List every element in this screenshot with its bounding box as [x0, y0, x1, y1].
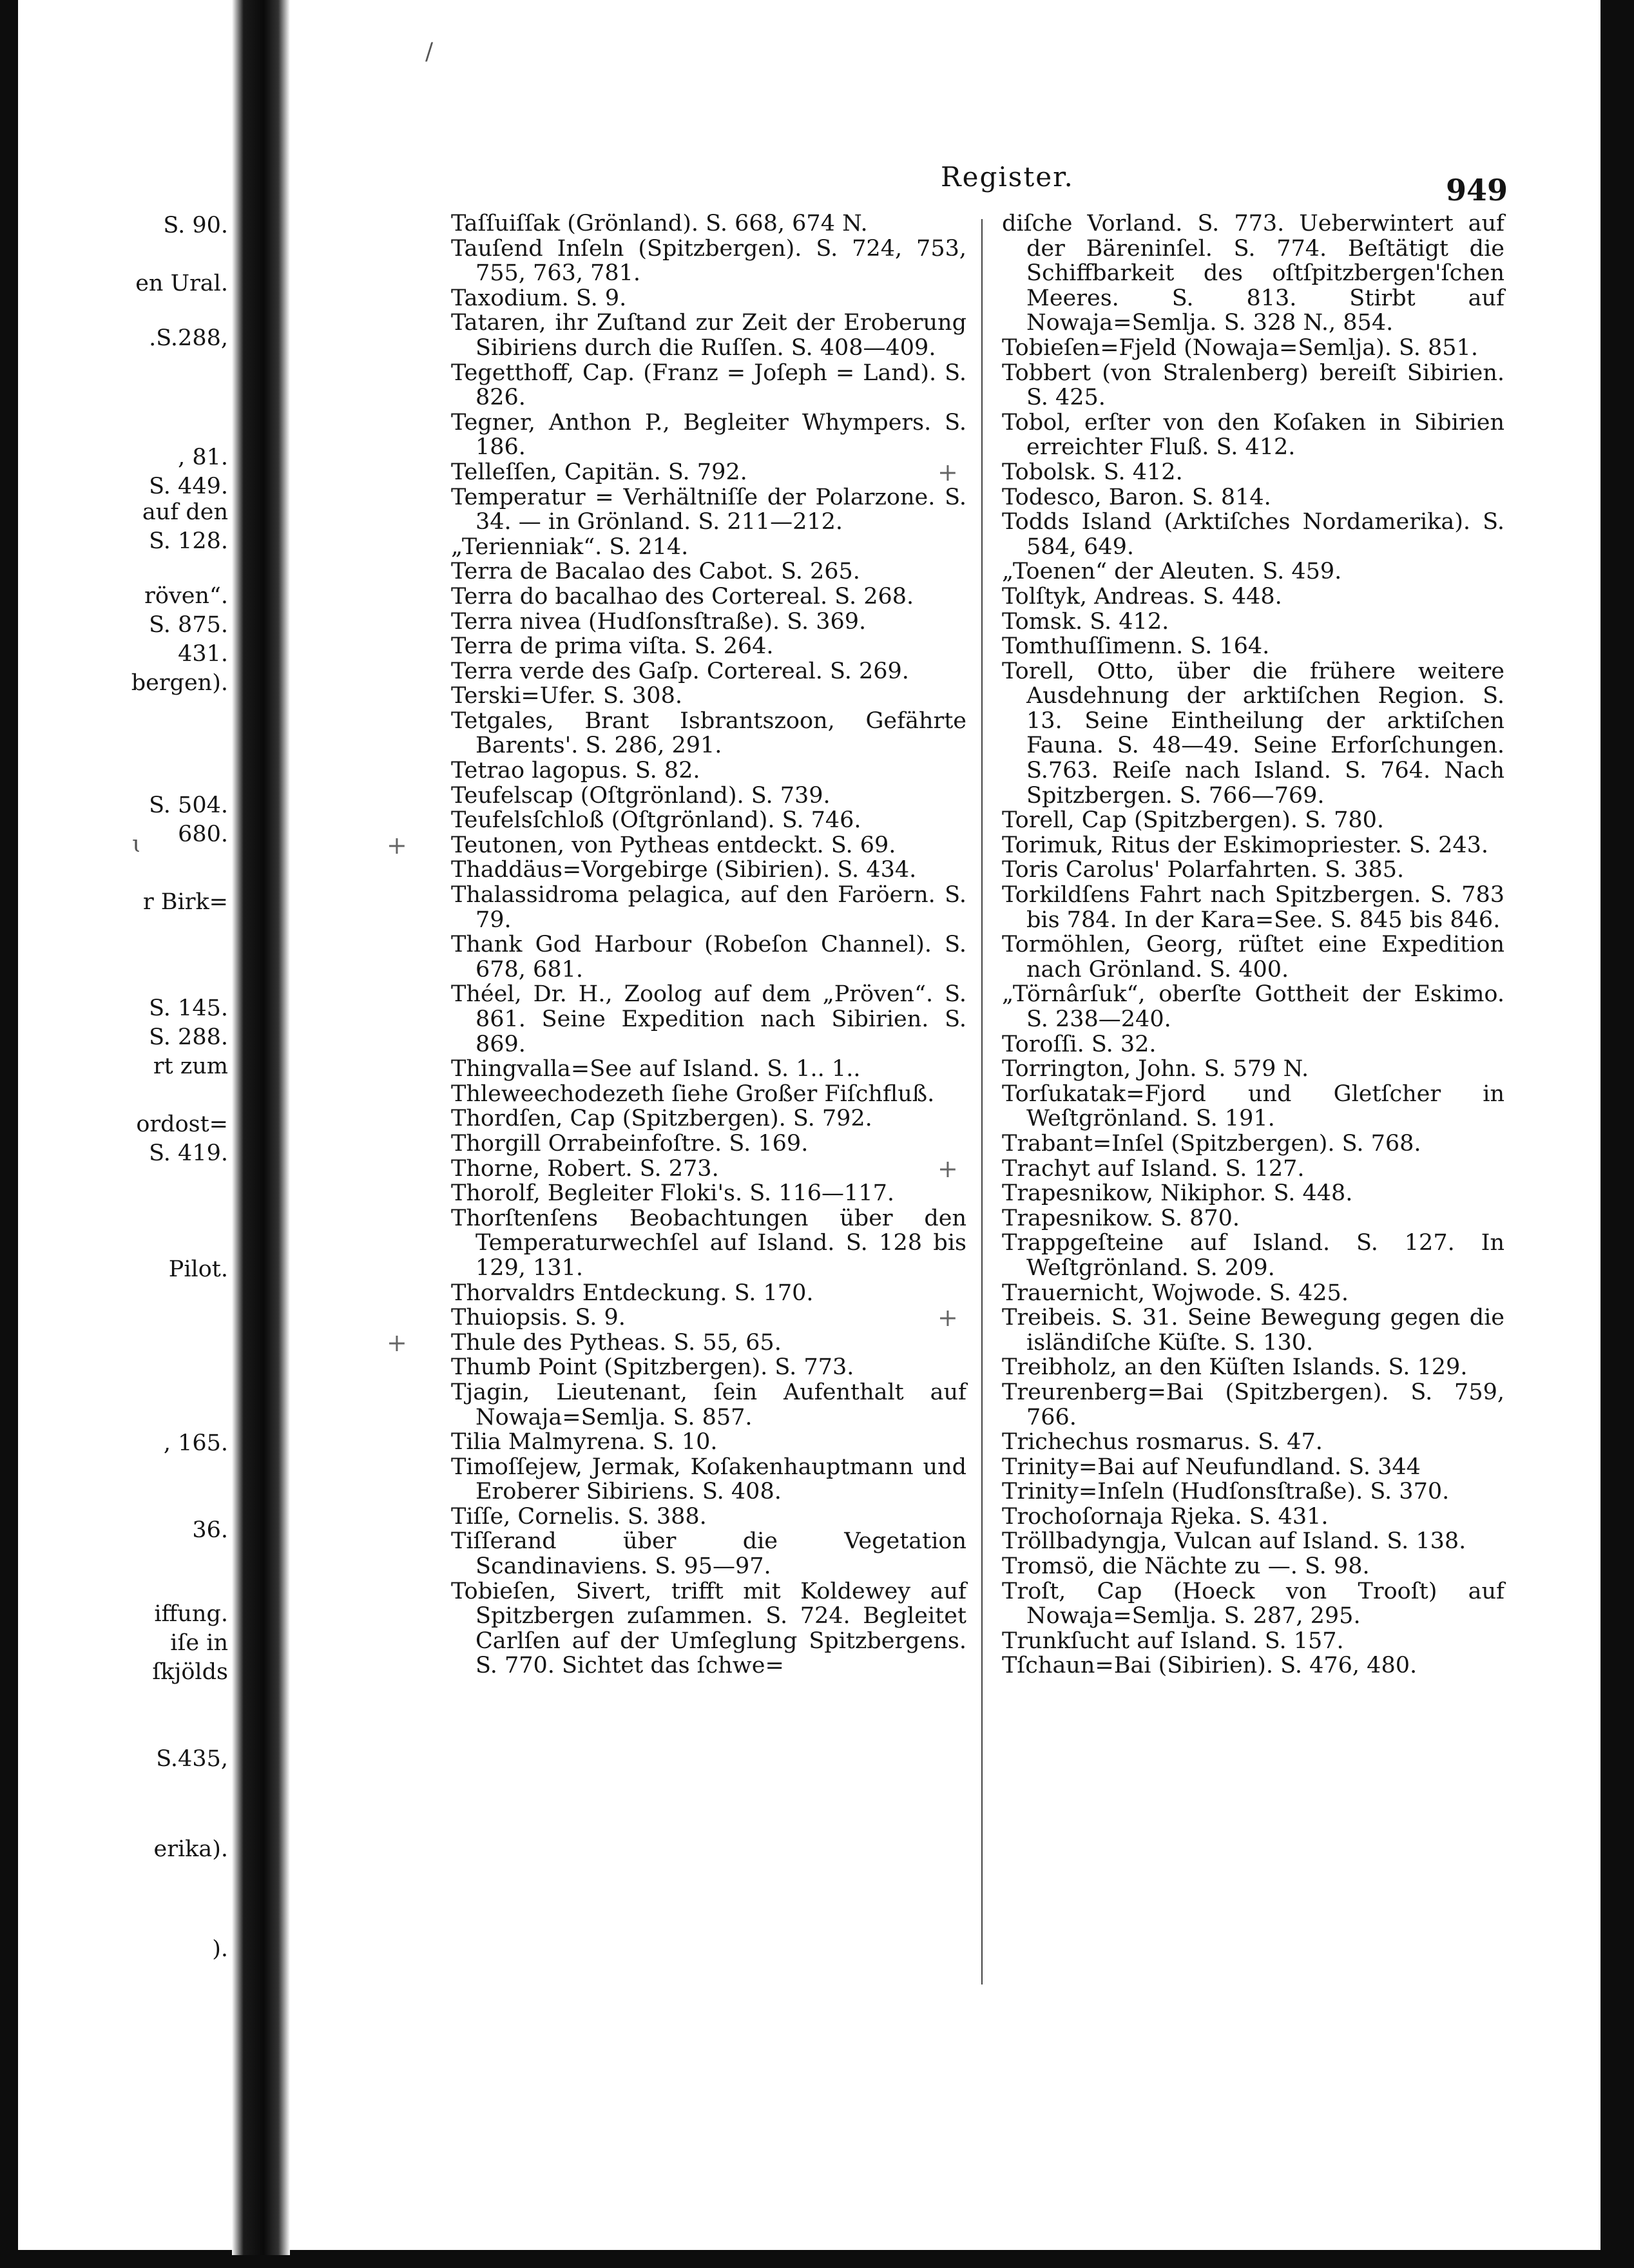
index-entry: Temperatur = Verhältniſſe der Polarzone. S. 34. — in Grönland. S. 211—212. [451, 484, 966, 535]
line-fragment: .S.288, [149, 325, 228, 351]
previous-page-line-end [18, 325, 232, 351]
index-entry: Todesco, Baron. S. 814. [1002, 484, 1271, 510]
line-fragment: S. 419. [149, 1140, 228, 1166]
line-fragment: en Ural. [135, 271, 228, 296]
scan-border-left [0, 0, 18, 2268]
index-entry: Torrington, John. S. 579 N. [1002, 1056, 1309, 1082]
index-entry: Torkildſens Fahrt nach Spitzbergen. S. 783 bis 784. In der Kara=See. S. 845 bis 846. [1002, 882, 1504, 933]
index-entry: Tegner, Anthon P., Begleiter Whympers. S. 186. [451, 409, 966, 461]
previous-page-line-end [18, 1659, 232, 1685]
index-entry: Trinity=Bai auf Neufundland. S. 344 [1002, 1454, 1421, 1480]
index-entry: Terra de prima viſta. S. 264. [451, 633, 774, 660]
index-entry: + Treibeis. S. 31. Seine Bewegung gegen die isländiſche Küſte. S. 130. [1002, 1305, 1504, 1355]
previous-page-line-end [18, 1936, 232, 1962]
previous-page-line-end [18, 474, 232, 499]
line-fragment: S. 145. [149, 995, 228, 1021]
index-entry: Torimuk, Ritus der Eskimopriester. S. 243. [1002, 832, 1489, 858]
index-entry: + Teutonen, von Pytheas entdeckt. S. 69. [451, 833, 966, 858]
index-entry: Treurenberg=Bai (Spitzbergen). S. 759, 766. [1002, 1379, 1504, 1430]
line-fragment: S. 875. [149, 612, 228, 638]
index-entry: Thuiopsis. S. 9. [451, 1305, 626, 1331]
index-entry: Terra verde des Gaſp. Cortereal. S. 269. [451, 658, 909, 684]
index-entry: Taxodium. S. 9. [451, 285, 627, 311]
index-entry: Taſſuiſſak (Grönland). S. 668, 674 N. [451, 211, 868, 236]
index-entry: Tetrao lagopus. S. 82. [451, 758, 700, 784]
previous-page-line-end [18, 1601, 232, 1627]
index-entry: Tobieſen=Fjeld (Nowaja=Semlja). S. 851. [1002, 334, 1478, 361]
index-entry: Tromsö, die Nächte zu —. S. 98. [1002, 1553, 1370, 1580]
index-entry: + Tobolsk. S. 412. [1002, 460, 1504, 485]
previous-page-line-end [18, 1256, 232, 1282]
previous-page-line-end [18, 499, 232, 525]
previous-page-line-end [18, 1430, 232, 1456]
index-entry: Trapesnikow. S. 870. [1002, 1205, 1240, 1231]
margin-pencil-mark: ɩ [132, 831, 142, 858]
previous-page-fragment [18, 0, 232, 2250]
index-entry: Timoſſejew, Jermak, Koſakenhauptmann und Eroberer Sibiriens. S. 408. [451, 1454, 966, 1505]
previous-page-line-end [18, 612, 232, 638]
index-entry: Tiſſe, Cornelis. S. 388. [451, 1503, 707, 1530]
index-entry: Trabant=Inſel (Spitzbergen). S. 768. [1002, 1130, 1421, 1157]
index-entry: Torſukatak=Fjord und Gletſcher in Weſtgrönland. S. 191. [1002, 1081, 1504, 1132]
index-entry: Tjagin, Lieutenant, ſein Aufenthalt auf Nowaja=Semlja. S. 857. [451, 1379, 966, 1430]
scan-border-right [1600, 0, 1634, 2268]
line-fragment: bergen). [131, 670, 228, 696]
index-entry: Tomsk. S. 412. [1002, 608, 1169, 635]
line-fragment: auf den [142, 499, 228, 525]
line-fragment: S. 90. [163, 213, 228, 238]
page-number: 949 [1445, 173, 1508, 207]
index-entry: Treibholz, an den Küſten Islands. S. 129. [1002, 1354, 1468, 1381]
index-entry: Trichechus rosmarus. S. 47. [1002, 1429, 1323, 1456]
previous-page-line-end [18, 889, 232, 915]
line-fragment: röven“. [144, 583, 228, 609]
page-header [644, 161, 1508, 206]
index-entry: Telleſſen, Capitän. S. 792. [451, 459, 747, 485]
index-entry: Teufelsſchloß (Oſtgrönland). S. 746. [451, 807, 861, 834]
index-entry: Tſchaun=Bai (Sibirien). S. 476, 480. [1002, 1653, 1418, 1679]
index-entry: Trauernicht, Wojwode. S. 425. [1002, 1280, 1349, 1306]
running-head: Register. [941, 161, 1074, 193]
index-entry: Théel, Dr. H., Zoolog auf dem „Pröven“. S. 861. Seine Expedition nach Sibirien. S. 869. [451, 981, 966, 1057]
index-entry: Terski=Ufer. S. 308. [451, 683, 682, 709]
index-entry: + Thule des Pytheas. S. 55, 65. [451, 1331, 966, 1356]
index-entry: diſche Vorland. S. 773. Ueberwintert auf der Bäreninſel. S. 774. Beſtätigt die Schiffbarkeit des oſtſpitzbergen'ſchen Meeres. S. 813. Stirbt auf Nowaja=Semlja. S. 328 N., 854. [1002, 211, 1504, 336]
line-fragment: ). [212, 1936, 228, 1962]
index-entry: Trapesnikow, Nikiphor. S. 448. [1002, 1180, 1353, 1207]
previous-page-line-end [18, 271, 232, 296]
line-fragment: Pilot. [168, 1256, 228, 1282]
index-entry: Thank God Harbour (Robeſon Channel). S. 678, 681. [451, 932, 966, 983]
previous-page-line-end [18, 583, 232, 609]
index-entry: Tetgales, Brant Isbrantszoon, Gefährte Barents'. S. 286, 291. [451, 707, 966, 759]
index-entry: Trochoſornaja Rjeka. S. 431. [1002, 1503, 1329, 1530]
line-fragment: r Birk= [142, 889, 228, 915]
index-entry: Thorvaldrs Entdeckung. S. 170. [451, 1280, 814, 1306]
previous-page-line-end [18, 1140, 232, 1166]
previous-page-line-end [18, 1053, 232, 1079]
index-entry: Thordſen, Cap (Spitzbergen). S. 792. [451, 1106, 872, 1132]
margin-pencil-mark: / [425, 39, 434, 65]
index-entry: „Törnârſuk“, oberſte Gottheit der Eskimo. S. 238—240. [1002, 981, 1504, 1032]
index-entry: Thaddäus=Vorgebirge (Sibirien). S. 434. [451, 857, 917, 883]
previous-page-line-end [18, 793, 232, 818]
index-entry: Thumb Point (Spitzbergen). S. 773. [451, 1354, 854, 1381]
index-entry: Teufelscap (Oſtgrönland). S. 739. [451, 782, 831, 809]
previous-page-line-end [18, 1630, 232, 1656]
previous-page-line-end [18, 1517, 232, 1543]
previous-page-line-end [18, 1111, 232, 1137]
index-entry: Tröllbadyngja, Vulcan auf Island. S. 138. [1002, 1528, 1466, 1555]
previous-page-line-end [18, 670, 232, 696]
index-entry: Thalassidroma pelagica, auf den Faröern. S. 79. [451, 882, 966, 933]
index-entry: Terra de Bacalao des Cabot. S. 265. [451, 559, 860, 585]
previous-page-line-end [18, 1746, 232, 1772]
index-entry: Trinity=Inſeln (Hudſonsſtraße). S. 370. [1002, 1479, 1450, 1505]
index-entry: Troſt, Cap (Hoeck von Trooſt) auf Nowaja=Semlja. S. 287, 295. [1002, 1578, 1504, 1629]
line-fragment: , 81. [178, 445, 228, 470]
previous-page-line-end [18, 1024, 232, 1050]
line-fragment: S.435, [156, 1746, 228, 1772]
index-entry: Toris Carolus' Polarfahrten. S. 385. [1002, 857, 1405, 883]
line-fragment: S. 504. [149, 793, 228, 818]
index-entry: Tolſtyk, Andreas. S. 448. [1002, 583, 1282, 610]
previous-page-line-end [18, 995, 232, 1021]
index-entry: Trappgeſteine auf Island. S. 127. In Weſtgrönland. S. 209. [1002, 1230, 1504, 1281]
index-entry: „Terienniak“. S. 214. [451, 533, 689, 560]
index-entry: Thorne, Robert. S. 273. [451, 1155, 719, 1182]
index-entry: Tobieſen, Sivert, trifft mit Koldewey auf Spitzbergen zuſammen. S. 724. Begleitet Carlſen auf der Umſeglung Spitzbergens. S. 770. Sichtet das ſchwe= [451, 1578, 966, 1679]
line-fragment: rt zum [153, 1053, 228, 1079]
previous-page-line-end [18, 1836, 232, 1862]
index-entry: Tobol, erſter von den Koſaken in Sibirien erreichter Fluß. S. 412. [1002, 409, 1504, 461]
line-fragment: , 165. [163, 1430, 228, 1456]
index-entry: Torell, Otto, über die frühere weitere Ausdehnung der arktiſchen Region. S. 13. Seine Eintheilung der arktiſchen Fauna. S. 48—49. Seine Erforſchungen. S.763. Reiſe nach Island. S. 764. Nach Spitzbergen. S. 766—769. [1002, 658, 1504, 809]
previous-page-line-end [18, 213, 232, 238]
index-entry: Thorolf, Begleiter Floki's. S. 116—117. [451, 1180, 894, 1207]
index-entry: Thingvalla=See auf Island. S. 1.. 1.. [451, 1056, 861, 1082]
index-entry: Thorſtenſens Beobachtungen über den Temperaturwechſel auf Island. S. 128 bis 129, 131. [451, 1205, 966, 1281]
previous-page-line-end [18, 641, 232, 667]
index-entry: Tobbert (von Stralenberg) bereiſt Sibirien. S. 425. [1002, 360, 1504, 411]
index-entry: + Trachyt auf Island. S. 127. [1002, 1157, 1504, 1182]
index-entry: Terra do bacalhao des Cortereal. S. 268. [451, 583, 914, 610]
index-entry: Tauſend Inſeln (Spitzbergen). S. 724, 753, 755, 763, 781. [451, 235, 966, 287]
index-column-left [451, 211, 966, 1678]
book-gutter [232, 0, 290, 2255]
index-column-right [1002, 211, 1504, 1678]
index-entry: Tegetthoff, Cap. (Franz = Joſeph = Land). S. 826. [451, 360, 966, 411]
line-fragment: S. 288. [149, 1024, 228, 1050]
previous-page-line-end [18, 822, 232, 847]
index-entry: Trunkſucht auf Island. S. 157. [1002, 1628, 1344, 1654]
line-fragment: 680. [178, 822, 228, 847]
line-fragment: ſkjölds [152, 1659, 228, 1685]
index-entry: Terra nivea (Hudſonsſtraße). S. 369. [451, 608, 867, 635]
index-entry: Thorgill Orrabeinfoſtre. S. 169. [451, 1130, 809, 1157]
index-entry: Tomthuſſimenn. S. 164. [1002, 633, 1270, 660]
index-entry: Torell, Cap (Spitzbergen). S. 780. [1002, 807, 1385, 834]
index-entry: Todds Island (Arktiſches Nordamerika). S. 584, 649. [1002, 509, 1504, 560]
line-fragment: iſe in [170, 1630, 228, 1656]
index-entry: Toroſſi. S. 32. [1002, 1031, 1157, 1057]
line-fragment: iffung. [154, 1601, 228, 1627]
line-fragment: 431. [178, 641, 228, 667]
line-fragment: ordost= [136, 1111, 228, 1137]
index-entry: Tataren, ihr Zuſtand zur Zeit der Eroberung Sibiriens durch die Ruſſen. S. 408—409. [451, 310, 966, 361]
line-fragment: S. 449. [149, 474, 228, 499]
index-entry: Tiſſerand über die Vegetation Scandinaviens. S. 95—97. [451, 1528, 966, 1580]
previous-page-line-end [18, 528, 232, 554]
index-entry: Tormöhlen, Georg, rüſtet eine Expedition nach Grönland. S. 400. [1002, 932, 1504, 983]
line-fragment: S. 128. [149, 528, 228, 554]
line-fragment: erika). [153, 1836, 228, 1862]
column-rule [981, 219, 983, 1984]
index-entry: „Toenen“ der Aleuten. S. 459. [1002, 559, 1342, 585]
previous-page-line-end [18, 445, 232, 470]
index-entry: Thleweechodezeth ſiehe Großer Fiſchfluß. [451, 1081, 935, 1107]
index-entry: Tilia Malmyrena. S. 10. [451, 1429, 718, 1456]
line-fragment: 36. [192, 1517, 228, 1543]
